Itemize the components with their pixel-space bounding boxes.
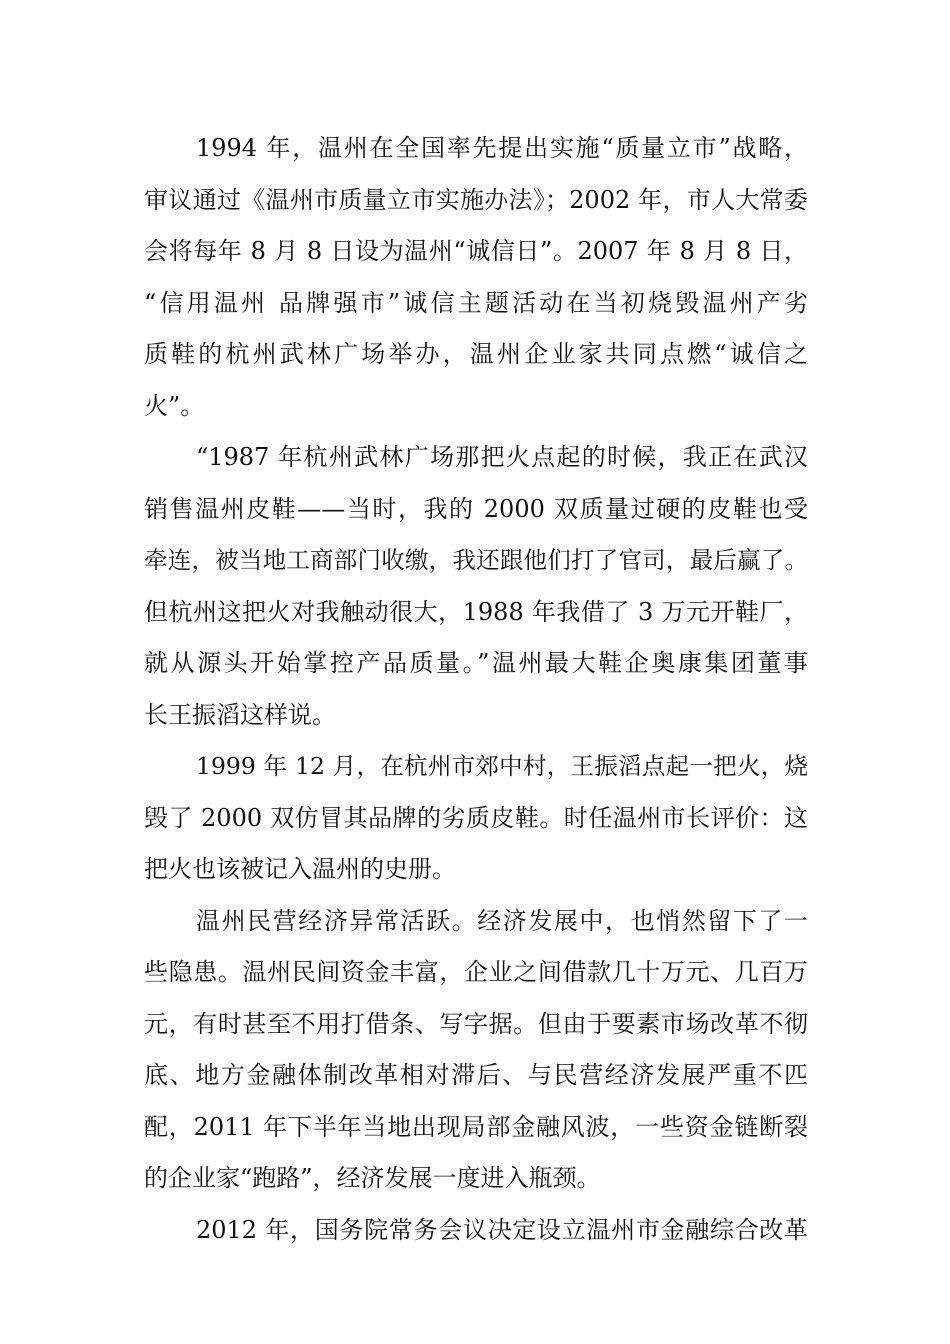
- paragraph-2-line-5: 就从源头开始掌控产品质量。”温州最大鞋企奥康集团董事: [144, 649, 808, 677]
- paragraph-1-line-5: 质鞋的杭州武林广场举办，温州企业家共同点燃“诚信之: [144, 340, 808, 368]
- paragraph-3-line-1: 1999 年 12 月，在杭州市郊中村，王振滔点起一把火，烧: [196, 752, 808, 780]
- paragraph-1-line-2: 审议通过《温州市质量立市实施办法》；2002 年，市人大常委: [144, 186, 808, 214]
- paragraph-1-line-4: “信用温州 品牌强市”诚信主题活动在当初烧毁温州产劣: [144, 289, 808, 317]
- paragraph-2-line-2: 销售温州皮鞋——当时，我的 2000 双质量过硬的皮鞋也受: [144, 495, 808, 523]
- paragraph-3-line-3: 把火也该被记入温州的史册。: [144, 855, 456, 883]
- paragraph-1-line-6: 火”。: [144, 392, 205, 420]
- paragraph-5-line-1: 2012 年，国务院常务会议决定设立温州市金融综合改革: [196, 1216, 808, 1244]
- paragraph-4-line-3: 元，有时甚至不用打借条、写字据。但由于要素市场改革不彻: [144, 1010, 808, 1038]
- paragraph-3-line-2: 毁了 2000 双仿冒其品牌的劣质皮鞋。时任温州市长评价：这: [144, 804, 808, 832]
- paragraph-1-line-3: 会将每年 8 月 8 日设为温州“诚信日”。2007 年 8 月 8 日，: [144, 237, 808, 265]
- paragraph-2-line-6: 长王振滔这样说。: [144, 701, 336, 729]
- paragraph-2-line-3: 牵连，被当地工商部门收缴，我还跟他们打了官司，最后赢了。: [144, 546, 808, 574]
- paragraph-4-line-4: 底、地方金融体制改革相对滞后、与民营经济发展严重不匹: [144, 1061, 808, 1089]
- paragraph-1-line-1: 1994 年，温州在全国率先提出实施“质量立市”战略，: [196, 134, 808, 162]
- paragraph-4-line-5: 配，2011 年下半年当地出现局部金融风波，一些资金链断裂: [144, 1113, 808, 1141]
- paragraph-2-line-1: “1987 年杭州武林广场那把火点起的时候，我正在武汉: [196, 443, 808, 471]
- paragraph-4-line-2: 些隐患。温州民间资金丰富，企业之间借款几十万元、几百万: [144, 958, 808, 986]
- paragraph-4-line-6: 的企业家“跑路”，经济发展一度进入瓶颈。: [144, 1164, 601, 1192]
- paragraph-4-line-1: 温州民营经济异常活跃。经济发展中，也悄然留下了一: [196, 907, 808, 935]
- paragraph-2-line-4: 但杭州这把火对我触动很大，1988 年我借了 3 万元开鞋厂，: [144, 598, 808, 626]
